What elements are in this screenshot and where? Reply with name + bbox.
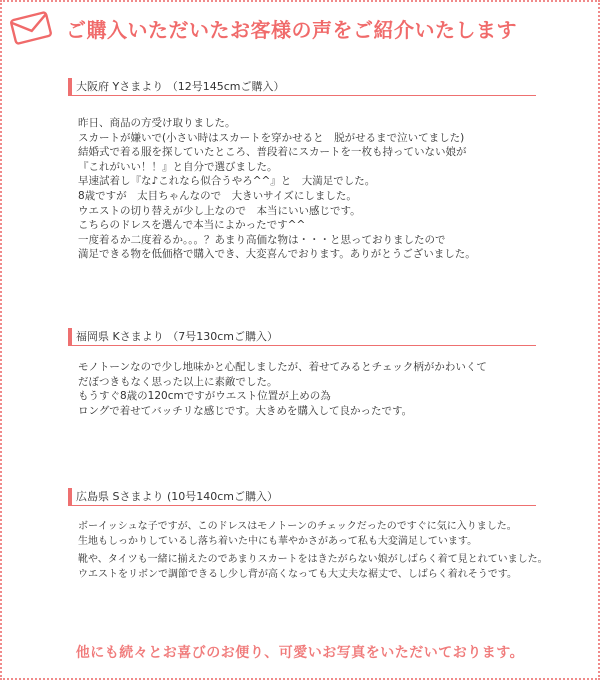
review-body [68, 520, 548, 582]
review-line: ウエストをリボンで調節できるし少し背が高くなっても大丈夫な裾丈で、しばらく着れそうです。 [78, 568, 517, 580]
review-line: 『これがいい！！』と自分で選びました。 [78, 160, 278, 173]
review-line: 靴や、タイツも一緒に揃えたのであまりスカートをはきたがらない娘がしばらく着て見とれていました。 [78, 554, 548, 566]
review-line: こちらのドレスを選んで本当によかったです^^ [78, 219, 306, 232]
review-line: だぼつきもなく思った以上に素敵でした。 [78, 375, 278, 388]
review-heading: 広島県 Sさまより (10号140cmご購入） [68, 488, 536, 506]
review-fukuoka [68, 328, 536, 418]
review-osaka [68, 78, 536, 262]
review-line: 生地もしっかりしているし落ち着いた中にも華やかさがあって私も大変満足しています。 [78, 535, 478, 547]
review-line: スカートが嫌いで(小さい時はスカートを穿かせると 脱がせるまで泣いてました) [78, 131, 465, 144]
review-line: 一度着るか二度着るか。。。？あまり高価な物は・・・と思っておりましたので [78, 233, 446, 246]
review-line: ボーイッシュな子ですが、このドレスはモノトーンのチェックだったのですぐに気に入りました。 [78, 521, 517, 532]
envelope-icon [10, 8, 54, 46]
review-heading: 福岡県 Kさまより （7号130cmご購入） [68, 328, 536, 346]
review-line: 結婚式で着る服を探していたところ、普段着にスカートを一枚も持っていない娘が [78, 146, 467, 159]
page-title: ご購入いただいたお客様の声をご紹介いたします [66, 18, 517, 42]
review-body [68, 360, 536, 418]
review-line: 早速試着し『な♪これなら似合うやろ^^』と 大満足でした。 [78, 175, 376, 188]
review-line: ウエストの切り替えが少し上なので 本当にいい感じです。 [78, 204, 361, 217]
footer-message: 他にも続々とお喜びのお便り、可愛いお写真をいただいております。 [75, 645, 525, 661]
review-hiroshima [68, 488, 548, 582]
review-body [68, 116, 536, 262]
review-line: 8歳ですが 太目ちゃんなので 大きいサイズにしました。 [78, 189, 357, 202]
page-header [10, 8, 590, 46]
review-heading: 大阪府 Yさまより （12号145cmご購入） [68, 78, 536, 96]
review-line: ロングで着せてバッチリな感じです。大きめを購入して良かったです。 [78, 404, 413, 417]
review-line: モノトーンなので少し地味かと心配しましたが、着せてみるとチェック柄がかわいくて [78, 361, 487, 373]
review-line: もうすぐ8歳の120cmですがウエスト位置が上めの為 [78, 390, 331, 403]
review-line: 満足できる物を低価格で購入でき、大変喜んでおります。ありがとうございました。 [78, 248, 476, 261]
review-line: 昨日、商品の方受け取りました。 [78, 117, 236, 129]
